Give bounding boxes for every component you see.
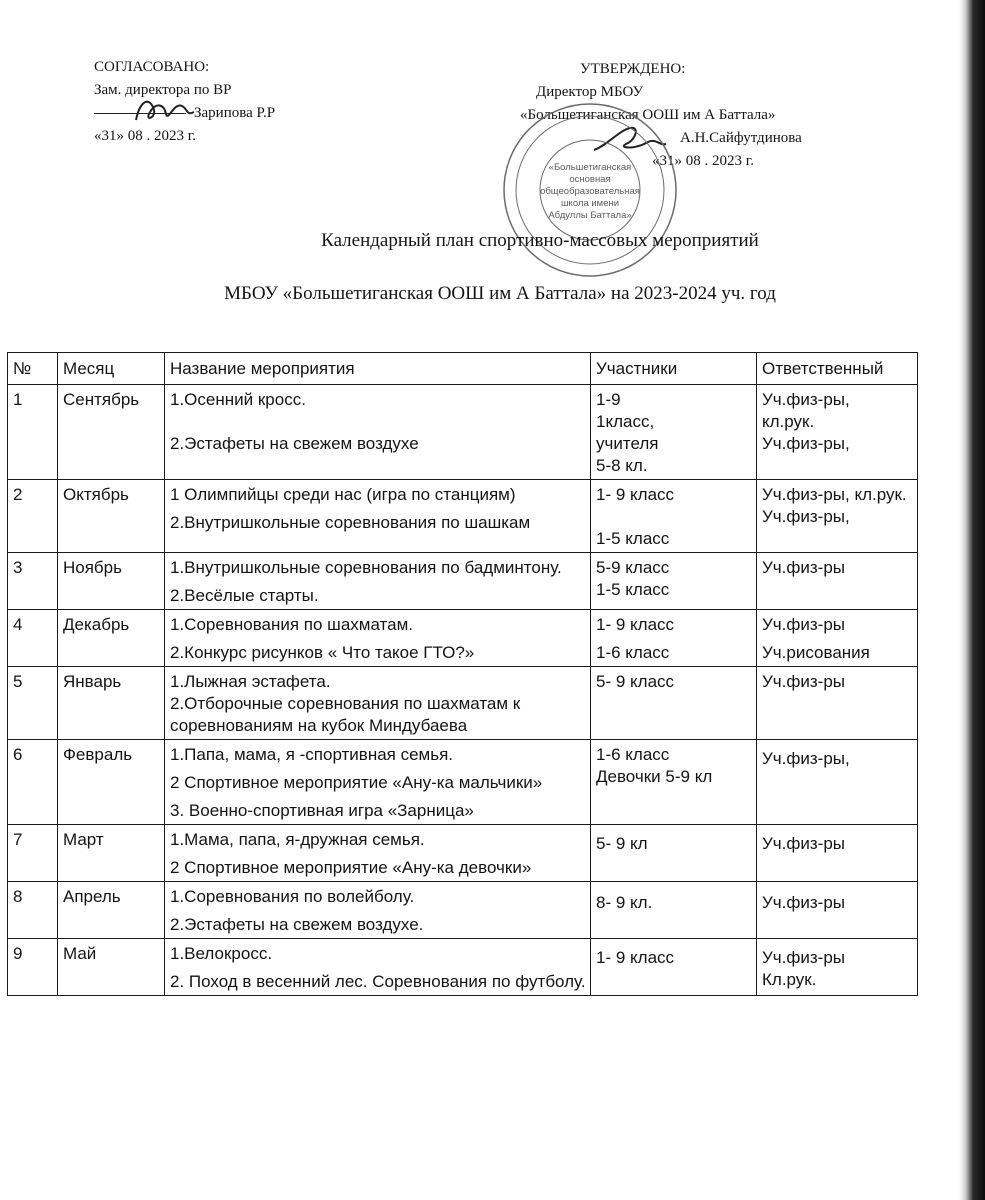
event-item: 1.Соревнования по волейболу. [170, 887, 415, 906]
approval-label: СОГЛАСОВАНО: [94, 59, 210, 75]
event-item: 1.Осенний кросс. [170, 390, 306, 409]
participants-item: 8- 9 кл. [596, 893, 653, 912]
table-row [8, 385, 918, 480]
approval-label: УТВЕРЖДЕНО: [580, 61, 686, 77]
row-responsible [757, 825, 918, 882]
responsible-item: Уч.физ-ры [762, 672, 845, 691]
row-participants [591, 480, 757, 553]
events-table [7, 352, 918, 996]
event-item: 1.Велокросс. [170, 944, 273, 963]
approval-school: «Большетиганская ООШ им А Баттала» [520, 107, 776, 123]
approval-date: «31» 08 . 2023 г. [94, 128, 196, 144]
row-participants [591, 825, 757, 882]
row-participants [591, 882, 757, 939]
row-responsible [757, 740, 918, 825]
row-number: 4 [8, 610, 58, 667]
row-month: Декабрь [58, 610, 165, 667]
event-item: 2.Конкурс рисунков « Что такое ГТО?» [170, 643, 475, 662]
row-events [165, 610, 591, 667]
table-row [8, 610, 918, 667]
participants-item: 1-5 класс [596, 529, 670, 548]
approval-signature-line [94, 102, 275, 125]
table-row [8, 939, 918, 996]
approval-position: Директор МБОУ [536, 84, 644, 100]
table-row [8, 825, 918, 882]
row-events [165, 385, 591, 480]
participants-item: 1-5 класс [596, 580, 670, 599]
table-header-row [8, 353, 918, 385]
responsible-item: Уч.физ-ры, [762, 749, 850, 768]
header-responsible: Ответственный [757, 353, 918, 385]
row-participants [591, 553, 757, 610]
event-item: 2.Внутришкольные соревнования по шашкам [170, 513, 531, 532]
row-events [165, 825, 591, 882]
row-events [165, 667, 591, 740]
responsible-item: Уч.рисования [762, 643, 870, 662]
row-month: Май [58, 939, 165, 996]
row-participants [591, 740, 757, 825]
page-title: Календарный план спортивно-массовых мероприятий [321, 230, 759, 251]
scan-page-edge [959, 0, 985, 1200]
table-row [8, 667, 918, 740]
row-month: Февраль [58, 740, 165, 825]
header-participants: Участники [591, 353, 757, 385]
row-responsible [757, 939, 918, 996]
row-responsible [757, 553, 918, 610]
participants-item: 1- 9 класс [596, 948, 675, 967]
participants-item: 1- 9 класс [596, 615, 675, 634]
header-number: № [8, 353, 58, 385]
row-participants [591, 939, 757, 996]
participants-item: 1- 9 класс [596, 485, 675, 504]
event-item: 1 Олимпийцы среди нас (игра по станциям) [170, 485, 516, 504]
participants-item: 1-6 класс [596, 643, 670, 662]
event-item: 2. Поход в весенний лес. Соревнования по футболу. [170, 972, 586, 991]
responsible-item: Кл.рук. [762, 970, 817, 989]
row-number: 5 [8, 667, 58, 740]
row-number: 7 [8, 825, 58, 882]
event-item: 1.Внутришкольные соревнования по бадминтону. [170, 558, 562, 577]
stamp-text-line: основная [569, 174, 611, 185]
header-event: Название мероприятия [165, 353, 591, 385]
stamp-text-line: школа имени [560, 198, 620, 209]
responsible-item: Уч.физ-ры [762, 834, 845, 853]
row-responsible [757, 385, 918, 480]
event-item: 2.Эстафеты на свежем воздухе [170, 434, 419, 453]
event-item: 2 Спортивное мероприятие «Ану-ка девочки» [170, 858, 532, 877]
row-month: Январь [58, 667, 165, 740]
event-item: 3. Военно-спортивная игра «Зарница» [170, 801, 474, 820]
row-month: Апрель [58, 882, 165, 939]
event-item: 1.Соревнования по шахматам. [170, 615, 414, 634]
event-item: 2.Весёлые старты. [170, 586, 319, 605]
table-row [8, 480, 918, 553]
row-responsible [757, 882, 918, 939]
stamp-text-line: общеобразовательная [540, 186, 640, 197]
row-events [165, 480, 591, 553]
responsible-item: Уч.физ-ры [762, 615, 845, 634]
participants-item: 5- 9 класс [596, 672, 675, 691]
table-row [8, 553, 918, 610]
participants-item: 5- 9 кл [596, 834, 648, 853]
row-responsible [757, 480, 918, 553]
participants-item: 1-6 класс [596, 745, 670, 764]
event-item: 2.Отборочные соревнования по шахматам к соревнованиям на кубок Миндубаева [170, 694, 521, 735]
row-number: 9 [8, 939, 58, 996]
stamp-text-line: Абдуллы Баттала» [548, 210, 632, 221]
responsible-item: Уч.физ-ры, кл.рук. Уч.физ-ры, [762, 485, 907, 526]
row-events [165, 553, 591, 610]
responsible-item: Уч.физ-ры [762, 948, 845, 967]
header-month: Месяц [58, 353, 165, 385]
row-number: 6 [8, 740, 58, 825]
row-participants [591, 667, 757, 740]
row-events [165, 882, 591, 939]
row-month: Ноябрь [58, 553, 165, 610]
row-month: Сентябрь [58, 385, 165, 480]
participants-item: 1-9 [596, 390, 621, 409]
row-participants [591, 385, 757, 480]
responsible-item: Уч.физ-ры [762, 893, 845, 912]
row-events [165, 740, 591, 825]
participants-item: 1класс, [596, 412, 655, 431]
participants-item: 5-8 кл. [596, 456, 648, 475]
responsible-item: кл.рук. [762, 412, 815, 431]
row-number: 8 [8, 882, 58, 939]
row-number: 2 [8, 480, 58, 553]
participants-item: Девочки 5-9 кл [596, 767, 713, 786]
row-month: Октябрь [58, 480, 165, 553]
approval-name: А.Н.Сайфутдинова [680, 130, 802, 146]
responsible-item: Уч.физ-ры [762, 558, 845, 577]
participants-item: учителя [596, 434, 659, 453]
signature-underline [94, 113, 186, 114]
row-responsible [757, 610, 918, 667]
participants-item: 5-9 класс [596, 558, 670, 577]
event-item: 1.Папа, мама, я -спортивная семья. [170, 745, 454, 764]
row-responsible [757, 667, 918, 740]
event-item: 2.Эстафеты на свежем воздухе. [170, 915, 424, 934]
approval-block-left [94, 56, 275, 148]
table-row [8, 882, 918, 939]
table-row [8, 740, 918, 825]
official-stamp [500, 100, 680, 280]
responsible-item: Уч.физ-ры, [762, 390, 850, 409]
stamp-text-line: «Большетиганская [548, 162, 632, 173]
row-events [165, 939, 591, 996]
page-subtitle: МБОУ «Большетиганская ООШ им А Баттала» на 2023-2024 уч. год [224, 283, 776, 304]
approval-date: «31» 08 . 2023 г. [652, 153, 754, 169]
row-number: 3 [8, 553, 58, 610]
event-item: 2 Спортивное мероприятие «Ану-ка мальчики» [170, 773, 543, 792]
responsible-item: Уч.физ-ры, [762, 434, 850, 453]
row-participants [591, 610, 757, 667]
event-item: 1.Мама, папа, я-дружная семья. [170, 830, 425, 849]
approval-position: Зам. директора по ВР [94, 82, 232, 98]
row-month: Март [58, 825, 165, 882]
approval-name: Зарипова Р.Р [194, 105, 276, 121]
row-number: 1 [8, 385, 58, 480]
event-item: 1.Лыжная эстафета. [170, 672, 331, 691]
